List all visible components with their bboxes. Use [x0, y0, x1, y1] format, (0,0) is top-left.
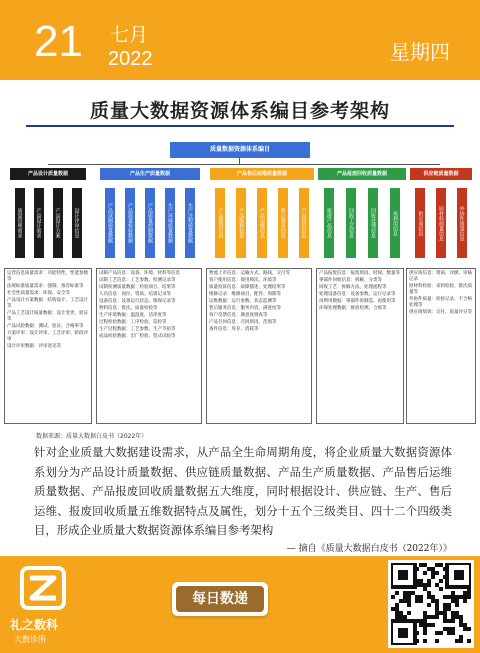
detail-box-orange — [206, 268, 312, 424]
category-blue: 产品生产质量数据 — [100, 168, 200, 180]
detail-row: 人员信息：岗位、资质、培训记录等 — [99, 292, 171, 297]
detail-box-green — [316, 268, 404, 424]
detail-row: 物流上市信息：运输方式、路线、交付等 — [209, 271, 290, 276]
subcategory-black-1: 产品设计需求 — [34, 188, 44, 258]
detail-box-red — [406, 268, 476, 424]
subcategory-green-0: 报废产品信息 — [324, 188, 334, 258]
detail-row: 成品检验数据：出厂检验、型式试验等 — [99, 334, 176, 339]
detail-row: 设备信息：设备运行状态、维保记录等 — [99, 299, 176, 304]
date-month: 七月 — [110, 24, 149, 46]
detail-row: 运营信息质量需求：功能特性、性能参数等 — [7, 271, 88, 282]
detail-row: 质量投诉信息：故障描述、处理结果等 — [209, 285, 286, 290]
footer-bar — [0, 556, 480, 653]
detail-row: 产品试验数据：测试、验证、合格率等 — [7, 324, 84, 329]
diagram-root-node: 质量数据资源体系编目 — [170, 142, 310, 158]
subcategory-green-3: 再利用信息 — [390, 188, 400, 258]
subcategory-orange-4: 产品投诉信息 — [299, 188, 309, 258]
detail-row: 设计评审数据：评审意见等 — [7, 344, 61, 349]
detail-row: 生产过程数据：工艺参数、生产节拍等 — [99, 327, 176, 332]
daily-digest-button[interactable] — [172, 582, 268, 616]
detail-row: 社会性质量需求：环保、安全等 — [7, 291, 70, 296]
detail-row: 供应商信息：资质、评级、审核记录 — [409, 271, 472, 282]
detail-box-black — [4, 268, 92, 424]
subcategory-red-0: 供应商信息 — [415, 188, 425, 258]
title-divider — [26, 125, 454, 127]
diagram-source: 数据来源：质量大数据白皮书（2022年） — [36, 433, 148, 440]
category-orange: 产品售后运维质量数据 — [210, 168, 314, 180]
architecture-diagram — [0, 130, 480, 440]
category-green: 产品报废回收质量数据 — [318, 168, 406, 180]
detail-row: 生产环境数据：温湿度、洁净度等 — [99, 313, 167, 318]
source-quote: — 摘自《质量大数据白皮书（2022年）》 — [286, 544, 452, 554]
detail-row: 客户使用信息：使用频次、环境等 — [209, 278, 277, 283]
detail-row: 零部件回收信息：拆解、分类等 — [319, 278, 382, 283]
detail-row: 法规标准质量需求：强制、推荐标准等 — [7, 284, 84, 289]
date-year: 2022 — [108, 48, 153, 70]
date-day: 21 — [34, 17, 83, 66]
subcategory-red-2: 外协件质量信息 — [457, 188, 467, 258]
category-black: 产品设计质量数据 — [10, 168, 86, 180]
subcategory-blue-0: 产品试制质量数据 — [105, 188, 115, 258]
description-paragraph: 针对企业质量大数据建设需求，从产品全生命周期角度，将企业质量大数据资源体系划分为产品设计质量数据、供应链质量数据、产品生产质量数据、产品售后运维质量数据、产品报废回收质量数据五大维度，同时根据设计、供应链、生产、售后运维、报废回收质量五维数据特点及属性，划分十五个三级类目、四十二个四级类目，形成企业质量大数据资源体系编目参考架构 — [34, 445, 452, 537]
detail-row: 方案评审：设计评审、工艺评审、阶段评审 — [7, 331, 88, 342]
detail-row: 试制工艺信息：工艺参数、检测记录等 — [99, 278, 176, 283]
detail-row: 原材料检验：来料检验、批次质量等 — [409, 284, 472, 295]
date-weekday: 星期四 — [390, 40, 450, 64]
detail-row: 过程检验数据：工序检验、巡检等 — [99, 320, 167, 325]
subcategory-green-1: 回收工艺信息 — [346, 188, 356, 258]
subcategory-orange-3: 售后服务信息 — [278, 188, 288, 258]
category-connector — [48, 164, 440, 165]
detail-row: 产品召回信息：召回原因、范围等 — [209, 320, 277, 325]
subcategory-black-2: 产品设计方案 — [53, 188, 63, 258]
detail-row: 运维数据：运行参数、状态监测等 — [209, 299, 277, 304]
detail-row: 产品工艺设计质量数据：设计变更、验证等 — [7, 311, 88, 322]
daily-digest-label: 每日数递 — [176, 586, 264, 612]
subcategory-orange-2: 产品运维信息 — [257, 188, 267, 258]
subcategory-orange-1: 产品维修信息 — [236, 188, 246, 258]
detail-row: 试制检测质量数据：检验项目、结果等 — [99, 285, 176, 290]
detail-row: 供应商绩效：交付、质量评分等 — [409, 310, 472, 315]
subcategory-blue-4: 生产过程质量数据 — [185, 188, 195, 258]
subcategory-blue-3: 生产环境质量数据 — [165, 188, 175, 258]
brand-subtitle: 大数诊所 — [14, 635, 46, 644]
detail-row: 售后服务信息：服务内容、满意度等 — [209, 306, 281, 311]
category-red: 供应链质量数据 — [410, 168, 472, 180]
subcategory-green-2: 回收处理信息 — [368, 188, 378, 258]
detail-row: 备件信息：库存、消耗等 — [209, 327, 259, 332]
detail-row: 物料信息：批次、质量检验等 — [99, 306, 158, 311]
page-title: 质量大数据资源体系编目参考架构 — [89, 100, 390, 122]
subcategory-blue-2: 产品质量控制数据 — [145, 188, 155, 258]
detail-row: 试制产品信息：设备、环境、材料等信息 — [99, 271, 180, 276]
detail-row: 产品报废信息：报废原因、时间、数量等 — [319, 271, 400, 276]
qr-code-icon — [388, 560, 474, 648]
subcategory-black-0: 质量管理需求 — [15, 188, 25, 258]
detail-row: 环保处理数据：排放检测、合规等 — [319, 306, 387, 311]
detail-box-blue — [96, 268, 202, 424]
subcategory-black-3: 设计评审信息 — [72, 188, 82, 258]
detail-row: 处理设备信息：设备参数、运行记录等 — [319, 292, 396, 297]
detail-row: 维修记录：维修项目、配件、周期等 — [209, 292, 281, 297]
detail-row: 产品设计方案数据：结构设计、工艺设计等 — [7, 298, 88, 309]
subcategory-red-1: 原材料质量信息 — [436, 188, 446, 258]
detail-row: 再利用数据：零部件再制造、再使用等 — [319, 299, 396, 304]
detail-row: 客户反馈信息：满意度调查等 — [209, 313, 268, 318]
subcategory-blue-1: 产品质量检验数据 — [125, 188, 135, 258]
header-bar — [0, 0, 480, 80]
subcategory-orange-0: 产品使用信息 — [215, 188, 225, 258]
brand-name: 礼之数科 — [10, 618, 59, 632]
brand-logo-icon — [14, 564, 74, 616]
detail-row: 外协件质量：检验记录、不合格处理等 — [409, 297, 472, 308]
detail-row: 回收工艺：拆解方法、处理流程等 — [319, 285, 387, 290]
